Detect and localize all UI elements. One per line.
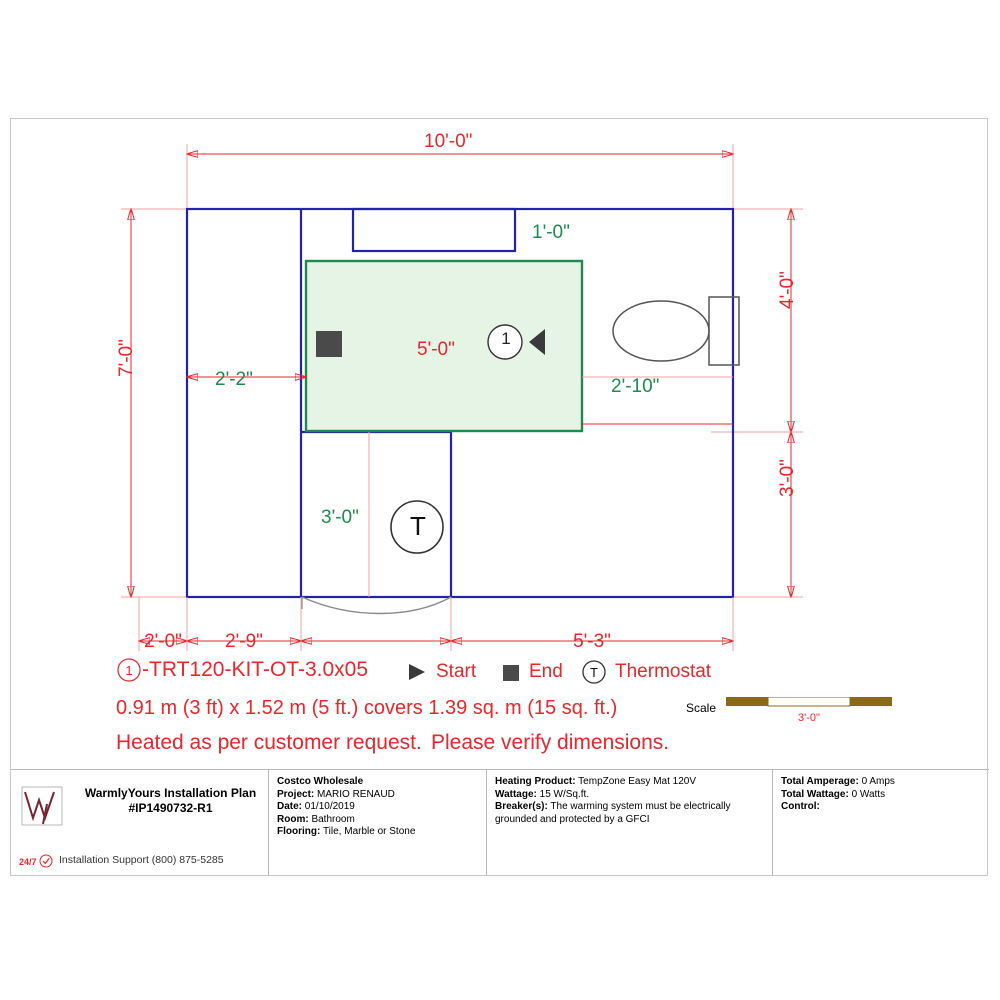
scale-label: Scale: [686, 701, 717, 715]
room-label: Room:: [277, 813, 309, 825]
svg-text:1: 1: [125, 663, 133, 678]
flooring-label: Flooring:: [277, 826, 321, 837]
plan-id: #IP1490732-R1: [128, 801, 213, 815]
dim-top-offset: 1'-0": [532, 222, 570, 243]
amperage-value: 0 Amps: [861, 776, 895, 787]
flooring-value: Tile, Marble or Stone: [322, 826, 416, 837]
start-label: Start: [436, 661, 477, 682]
dim-top: 10'-0": [424, 131, 473, 152]
dim-door-width: 3'-0": [321, 507, 359, 528]
dim-mat-width: 5'-0": [417, 339, 455, 360]
legend-start: [406, 661, 476, 683]
project-value: MARIO RENAUD: [317, 788, 395, 800]
legend-end: [501, 661, 563, 683]
thermostat-label: Thermostat: [615, 661, 712, 682]
dim-right-upper: 4'-0": [777, 271, 798, 309]
scale-bar: [726, 697, 892, 725]
legend-area: [11, 649, 989, 759]
total-wattage-label: Total Wattage:: [781, 788, 849, 800]
date-label: Date:: [277, 801, 303, 812]
support-text: Installation Support (800) 875-5285: [59, 854, 224, 867]
legend-product: [116, 657, 368, 683]
breaker-value: The warming system must be electrically grounded and protected by a GFCI: [495, 801, 731, 825]
title-block-electrical: [773, 770, 989, 876]
warmlyyours-logo-icon: [21, 784, 65, 828]
amperage-label: Total Amperage:: [781, 776, 859, 787]
title-block-heating: [487, 770, 773, 876]
thermostat-symbol: T: [410, 511, 426, 541]
title-block-customer: [269, 770, 487, 876]
product-code: -TRT120-KIT-OT-3.0x05: [142, 658, 369, 681]
dim-bottom-1: 2'-0": [144, 631, 182, 652]
dim-right-lower: 3'-0": [777, 459, 798, 497]
coverage-text: 0.91 m (3 ft) x 1.52 m (5 ft.) covers 1.39 sq. m (15 sq. ft.): [116, 697, 618, 719]
company-name: WarmlyYours Installation Plan: [84, 786, 257, 800]
end-label: End: [529, 661, 563, 682]
heating-product-label: Heating Product:: [495, 776, 576, 787]
mat-callout-number: 1: [501, 329, 511, 348]
title-block-company: [11, 770, 269, 876]
customer-name: Costco Wholesale: [277, 776, 364, 787]
thermostat-circle-icon: [581, 659, 607, 685]
control-label: Control:: [781, 801, 820, 812]
end-square-icon: [501, 662, 521, 682]
callout-circle-icon: [116, 657, 142, 683]
support-247-icon: [19, 854, 53, 868]
dim-right-offset: 2'-10": [611, 376, 660, 397]
project-label: Project:: [277, 788, 315, 800]
room-value: Bathroom: [311, 813, 355, 825]
note-line-2: Please verify dimensions.: [431, 731, 670, 754]
total-wattage-value: 0 Watts: [851, 788, 886, 800]
start-triangle-icon: [406, 661, 428, 683]
legend-thermostat: [581, 659, 711, 685]
heating-product-value: TempZone Easy Mat 120V: [578, 776, 697, 787]
support-line: [19, 854, 224, 868]
date-value: 01/10/2019: [304, 801, 355, 812]
svg-text:T: T: [590, 665, 598, 680]
wattage-value: 15 W/Sq.ft.: [539, 788, 590, 800]
note-line-1: Heated as per customer request.: [116, 731, 422, 754]
dim-left: 7'-0": [116, 339, 137, 377]
breaker-label: Breaker(s):: [495, 801, 548, 812]
dim-left-offset: 2'-2": [215, 369, 253, 390]
drawing-sheet: [10, 118, 988, 876]
title-block: [11, 769, 989, 876]
svg-text:24/7: 24/7: [19, 857, 37, 867]
dim-bottom-3: 5'-3": [573, 631, 611, 652]
svg-text:3'-0": 3'-0": [798, 712, 820, 724]
dim-bottom-2: 2'-9": [225, 631, 263, 652]
wattage-label: Wattage:: [495, 788, 537, 800]
